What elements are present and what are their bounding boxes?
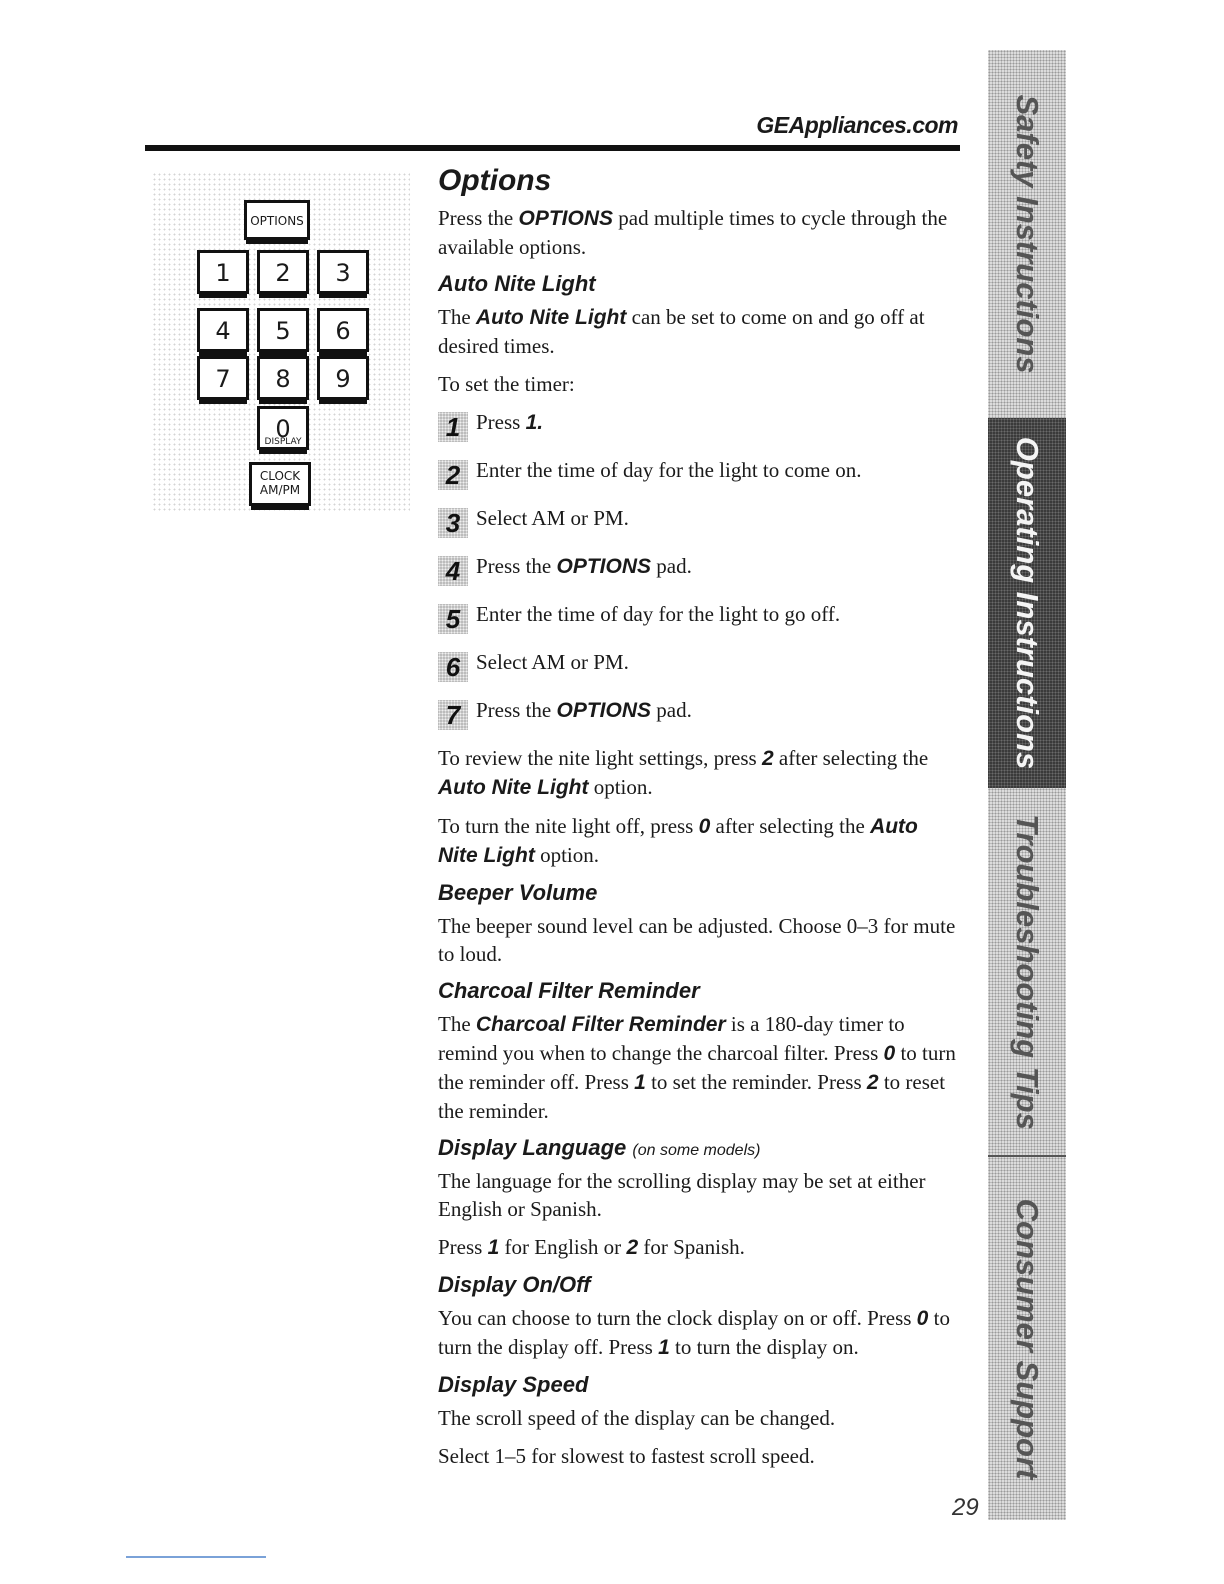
speed-select: Select 1–5 for slowest to fastest scroll speed. [438, 1444, 815, 1468]
heading-charcoal-filter: Charcoal Filter Reminder [438, 978, 700, 1003]
tab-operating-instructions[interactable] [988, 418, 1066, 788]
tab-label: Consumer Support [1010, 1198, 1045, 1479]
heading-display-onoff: Display On/Off [438, 1272, 591, 1297]
ampm-key-label: AM/PM [259, 483, 301, 497]
step-item: 7 Press the OPTIONS pad. [438, 696, 958, 730]
heading-auto-nite-light: Auto Nite Light [438, 271, 596, 296]
timer-steps [438, 408, 958, 730]
page-number: 29 [952, 1494, 979, 1521]
step-4-icon: 4 [438, 556, 468, 586]
footer-rule [126, 1556, 266, 1558]
options-key: OPTIONS [244, 200, 310, 240]
key-3: 3 [317, 250, 369, 294]
step-1-icon: 1 [438, 412, 468, 442]
key-5: 5 [257, 308, 309, 352]
to-set-timer: To set the timer: [438, 372, 575, 396]
page-title: Options [438, 164, 552, 197]
step-5-icon: 5 [438, 604, 468, 634]
key-7: 7 [197, 356, 249, 400]
key-6: 6 [317, 308, 369, 352]
step-2-icon: 2 [438, 460, 468, 490]
keypad-illustration [152, 172, 410, 512]
tab-label: Troubleshooting Tips [1010, 813, 1045, 1130]
charcoal-description: The Charcoal Filter Reminder is a 180-day timer to remind you when to change the charcoal filter. Press 0 to turn the reminder off. Press 1 to set the reminder. Press 2 to reset the reminder. [438, 1012, 956, 1123]
auto-nite-description: The Auto Nite Light can be set to come on and go off at desired times. [438, 305, 925, 358]
key-0-sublabel: DISPLAY [264, 437, 302, 447]
step-item: 1 Press 1. [438, 408, 958, 442]
step-item: 4 Press the OPTIONS pad. [438, 552, 958, 586]
turn-off-nite-light: To turn the nite light off, press 0 after selecting the Auto Nite Light option. [438, 814, 918, 867]
onoff-description: You can choose to turn the clock display on or off. Press 0 to turn the display off. Press 1 to turn the display on. [438, 1306, 950, 1359]
key-4: 4 [197, 308, 249, 352]
tab-troubleshooting-tips[interactable] [988, 788, 1066, 1155]
key-0-display [257, 406, 309, 450]
step-3-icon: 3 [438, 508, 468, 538]
key-9: 9 [317, 356, 369, 400]
header-rule [145, 145, 960, 151]
key-1: 1 [197, 250, 249, 294]
language-description: The language for the scrolling display may be set at either English or Spanish. [438, 1169, 926, 1221]
clock-key-label: CLOCK [259, 469, 301, 483]
main-content [438, 164, 958, 1480]
review-settings: To review the nite light settings, press 2 after selecting the Auto Nite Light option. [438, 746, 929, 799]
language-press: Press 1 for English or 2 for Spanish. [438, 1235, 745, 1259]
section-tabs [988, 50, 1066, 1520]
heading-display-language: Display Language (on some models) [438, 1135, 761, 1160]
heading-display-speed: Display Speed [438, 1372, 589, 1397]
key-0-label: 0 [275, 415, 291, 443]
step-7-icon: 7 [438, 700, 468, 730]
step-item: 5 Enter the time of day for the light to go off. [438, 600, 958, 634]
key-8: 8 [257, 356, 309, 400]
tab-safety-instructions[interactable] [988, 50, 1066, 418]
beeper-description: The beeper sound level can be adjusted. Choose 0–3 for mute to loud. [438, 914, 956, 966]
models-note: (on some models) [632, 1142, 761, 1159]
options-intro: Press the OPTIONS pad multiple times to cycle through the available options. [438, 206, 948, 259]
tab-consumer-support[interactable] [988, 1155, 1066, 1520]
step-item: 6 Select AM or PM. [438, 648, 958, 682]
clock-ampm-key [249, 462, 311, 506]
site-url[interactable]: GEAppliances.com [756, 112, 958, 138]
tab-label: Safety Instructions [1010, 94, 1045, 374]
step-item: 2 Enter the time of day for the light to come on. [438, 456, 958, 490]
key-2: 2 [257, 250, 309, 294]
speed-description: The scroll speed of the display can be changed. [438, 1406, 836, 1430]
tab-label: Operating Instructions [1010, 436, 1045, 770]
step-6-icon: 6 [438, 652, 468, 682]
step-item: 3 Select AM or PM. [438, 504, 958, 538]
heading-beeper-volume: Beeper Volume [438, 880, 598, 905]
